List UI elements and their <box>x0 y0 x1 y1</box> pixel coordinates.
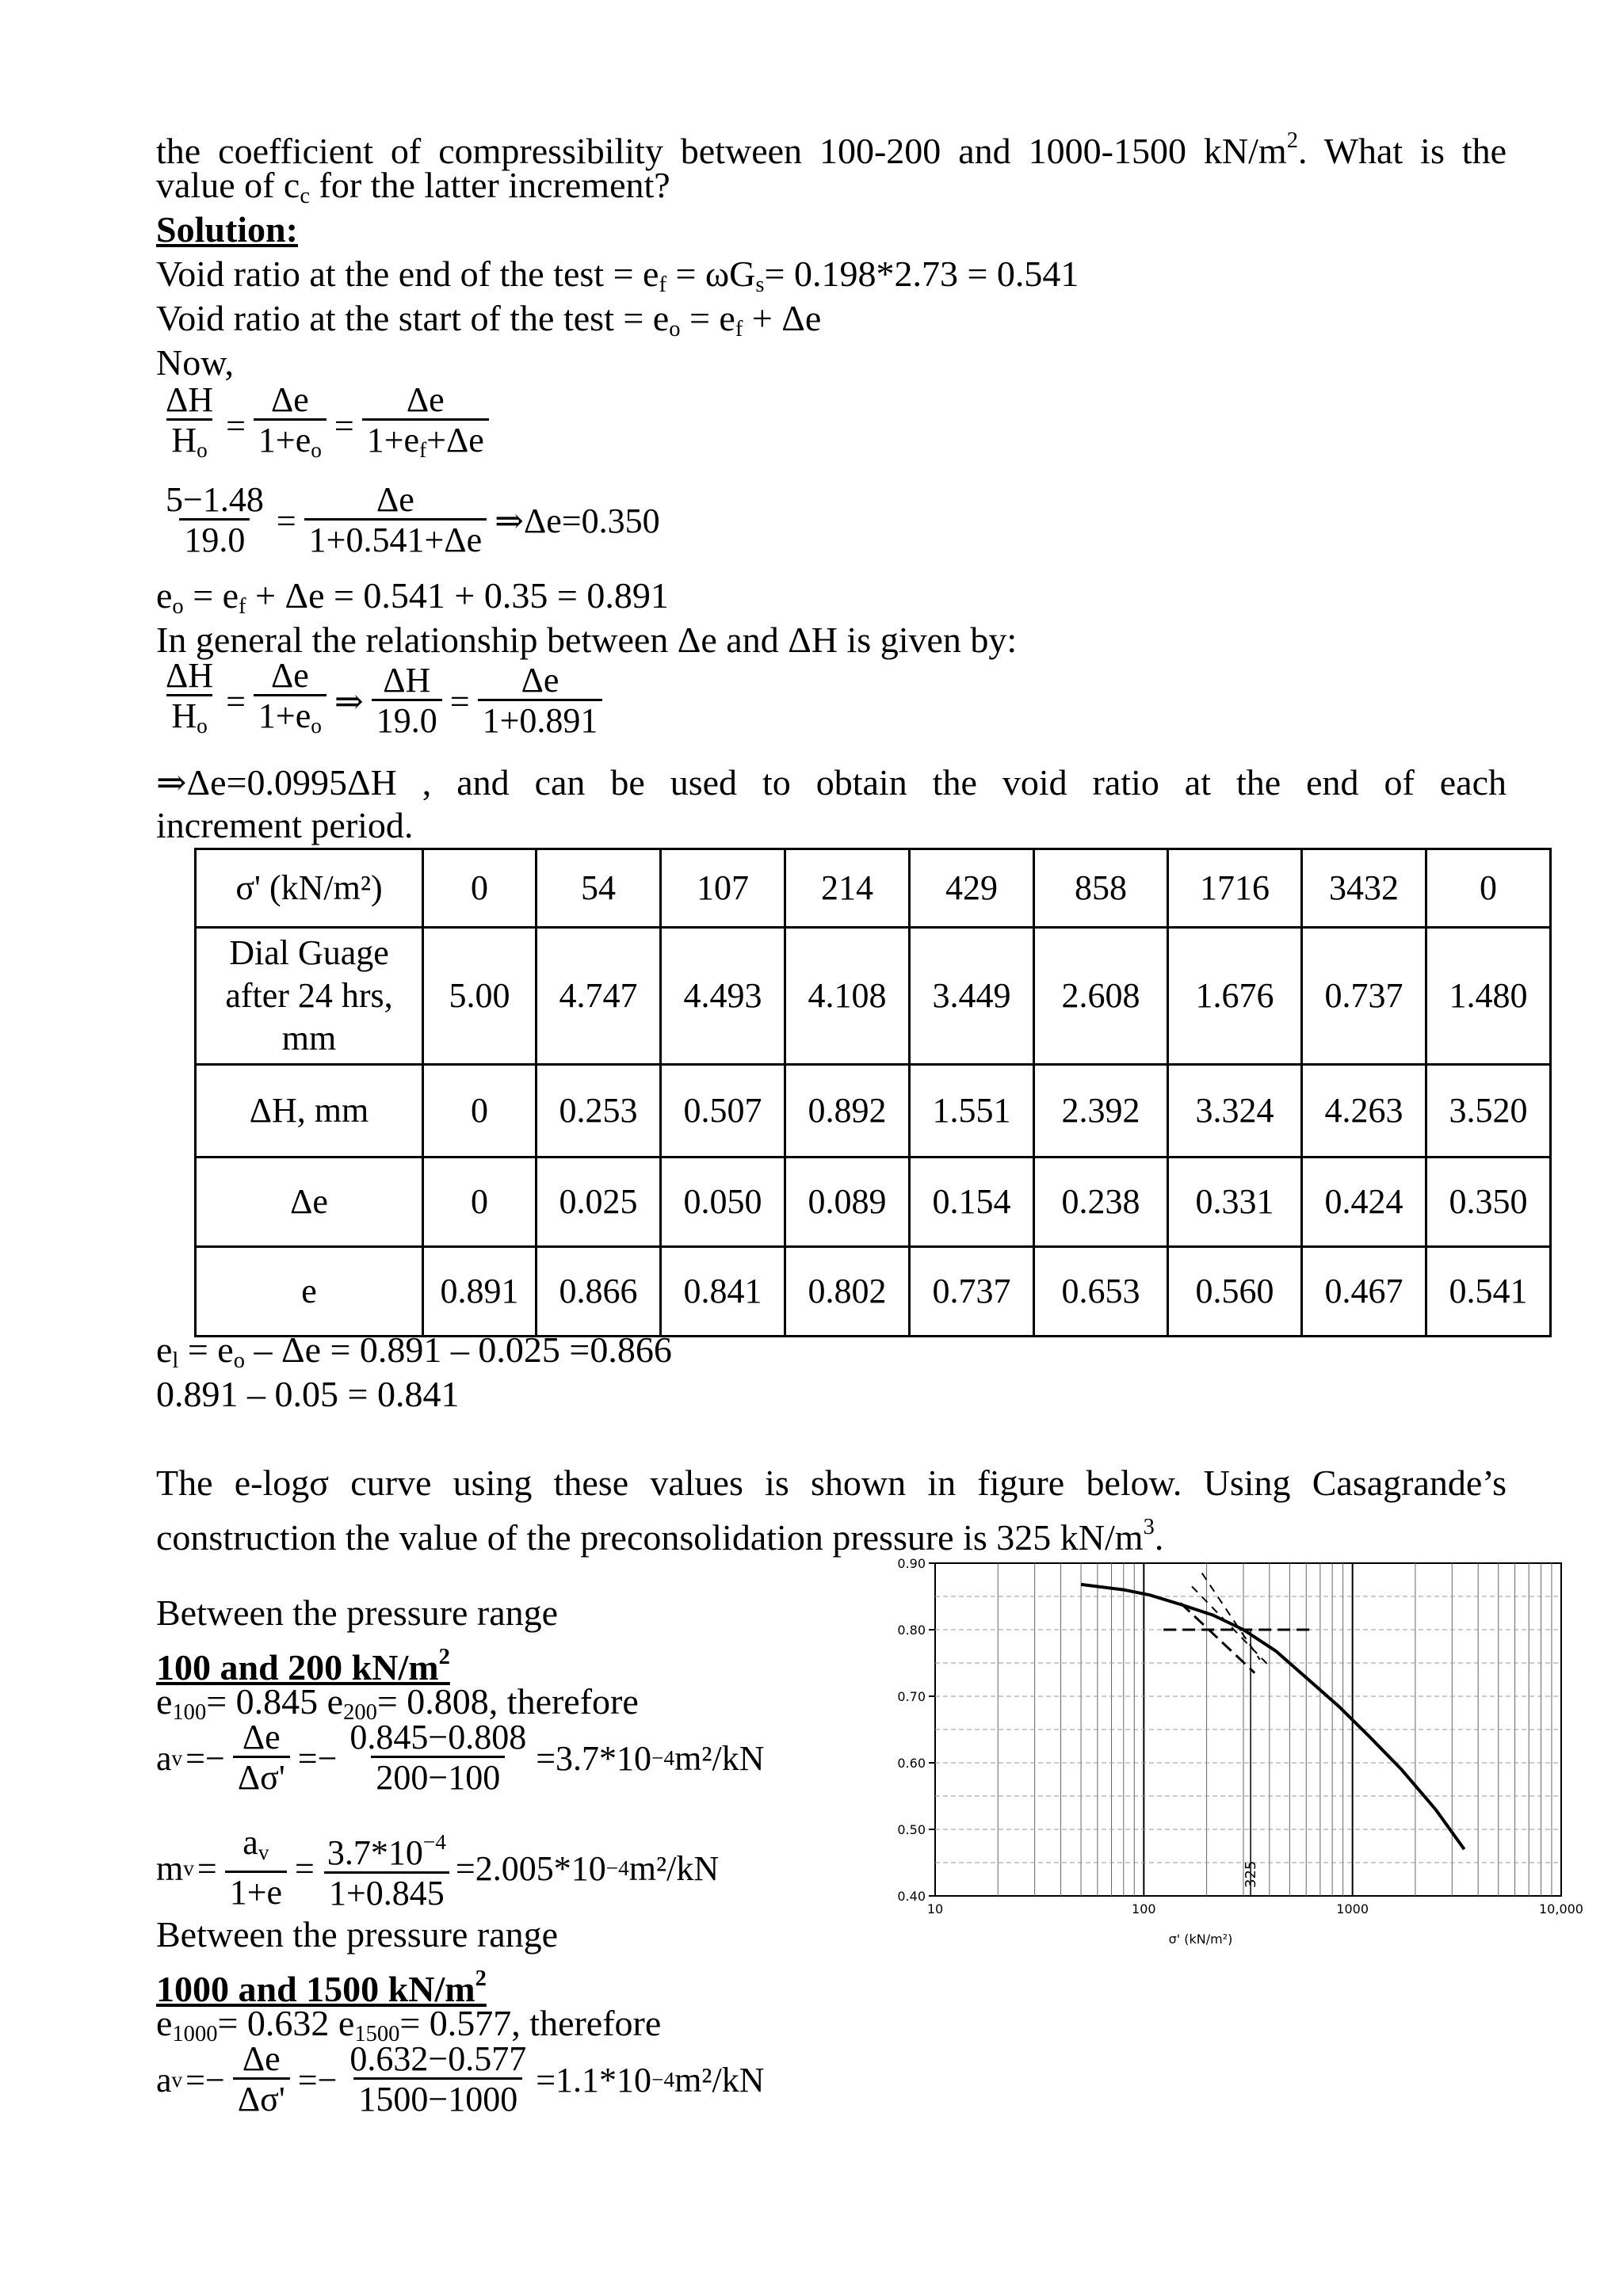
table-cell: 0.253 <box>537 1065 661 1158</box>
curve-paragraph-2: construction the value of the preconsolidation pressure is 325 $kN/m^3$. <box>156 1515 1164 1558</box>
y-tick-label: 0.50 <box>897 1822 926 1837</box>
table-row <box>196 1247 1551 1337</box>
e-log-sigma-chart <box>888 1549 1585 1969</box>
fraction: $\frac{\Delta e}{1+e_o}$ <box>254 658 327 746</box>
fraction: $\frac{\Delta H}{19.0}$ <box>372 662 442 741</box>
e1-calculation: $e_l = e_o - \Delta e = 0.891 - 0.025 =0.866$ <box>156 1329 672 1374</box>
intro-line-2: value of $c_c$ for the latter increment? <box>156 165 670 209</box>
table-row-label: Dial Guage after 24 hrs, mm <box>196 928 423 1065</box>
y-tick-label: 0.60 <box>897 1756 926 1771</box>
table-cell: 2.392 <box>1034 1065 1168 1158</box>
table-row <box>196 1065 1551 1158</box>
now-text: Now, <box>156 342 234 383</box>
table-cell: 107 <box>661 849 785 928</box>
x-tick-label: 100 <box>1132 1901 1156 1917</box>
fraction: $\frac{0.632-0.577}{1500-1000}$ <box>349 2039 527 2119</box>
table-cell: 3.449 <box>910 928 1034 1065</box>
delta-relationship: ⇒Δe=0.0995ΔH , and can be used to obtain the void ratio at the end of each <box>156 762 1507 803</box>
table-cell: 0 <box>423 1158 537 1247</box>
table-cell: 0.892 <box>785 1065 910 1158</box>
table-cell: 54 <box>537 849 661 928</box>
table-row-label: ΔH, mm <box>196 1065 423 1158</box>
table-cell: 0.050 <box>661 1158 785 1247</box>
y-tick-label: 0.40 <box>897 1889 926 1904</box>
solution-heading: Solution: <box>156 209 298 250</box>
table-cell: 0.653 <box>1034 1247 1168 1337</box>
table-cell: 0.467 <box>1302 1247 1426 1337</box>
table-cell: 1.480 <box>1426 928 1551 1065</box>
table-cell: 0.737 <box>1302 928 1426 1065</box>
av-equation-2: a v =− $\frac{\Delta e}{\Delta\sigma'}$ =− $\frac{0.632-0.577}{1500-1000}$ =1.1*10 −4 m²/kN <box>156 2039 765 2119</box>
table-cell: 0.841 <box>661 1247 785 1337</box>
table-cell: 214 <box>785 849 910 928</box>
fraction: $\frac{a_v}{1+e}$ <box>225 1825 287 1913</box>
table-cell: 0.737 <box>910 1247 1034 1337</box>
void-ratio-start: Void ratio at the start of the test = $e_o = e_f + \Delta e$ <box>156 298 822 342</box>
x-axis-label: σ' (kN/m²) <box>1168 1932 1233 1947</box>
equation-2: $\frac{5-1.48}{19.0}$ = $\frac{\Delta e}{1+0.541+\Delta e}$ ⇒Δe=0.350 <box>156 482 663 560</box>
x-tick-label: 10,000 <box>1539 1901 1583 1917</box>
table-cell: 3.520 <box>1426 1065 1551 1158</box>
table-cell: 1716 <box>1168 849 1302 928</box>
fraction: $\frac{\Delta e}{1+0.541+\Delta e}$ <box>304 482 487 560</box>
equation-1: $\frac{\Delta H}{H_o}$ = $\frac{\Delta e}{1+e_o}$ = $\frac{\Delta e}{1+e_f+\Delta e}$ <box>156 382 494 470</box>
e100-e200: $e_{100}= 0.845$ $e_{200}= 0.808$, therefore <box>156 1681 639 1726</box>
table-cell: 0.424 <box>1302 1158 1426 1247</box>
fraction: $\frac{0.845-0.808}{200-100}$ <box>349 1718 527 1797</box>
table-row <box>196 928 1551 1065</box>
table-cell: 4.747 <box>537 928 661 1065</box>
void-ratio-end: Void ratio at the end of the test = $e_f = \omega G_s= 0.198*2.73 = 0.541$ <box>156 254 1079 298</box>
table-cell: 2.608 <box>1034 928 1168 1065</box>
table-cell: 0.507 <box>661 1065 785 1158</box>
construction-bisector <box>1192 1586 1270 1666</box>
table-cell: 4.108 <box>785 928 910 1065</box>
table-cell: 0.154 <box>910 1158 1034 1247</box>
e2-calculation: 0.891 – 0.05 = 0.841 <box>156 1374 460 1414</box>
fraction: $\frac{\Delta e}{1+e_f+\Delta e}$ <box>362 382 489 470</box>
table-cell: 429 <box>910 849 1034 928</box>
curve-paragraph-1: The e-logσ curve using these values is shown in figure below. Using Casagrande’s <box>156 1463 1507 1503</box>
fraction: $\frac{\Delta e}{1+0.891}$ <box>478 662 603 741</box>
x-tick-label: 1000 <box>1336 1901 1369 1917</box>
table-cell: 0.560 <box>1168 1247 1302 1337</box>
table-cell: 4.263 <box>1302 1065 1426 1158</box>
table-cell: 1.551 <box>910 1065 1034 1158</box>
fraction: $\frac{\Delta e}{1+e_o}$ <box>254 382 327 470</box>
table-header-row <box>196 849 1551 928</box>
between-range-2: Between the pressure range <box>156 1914 559 1955</box>
x-tick-label: 10 <box>926 1901 944 1917</box>
fraction: $\frac{\Delta e}{\Delta\sigma'}$ <box>233 1719 290 1798</box>
between-range-1: Between the pressure range <box>156 1592 559 1633</box>
fraction: $\frac{\Delta e}{\Delta\sigma'}$ <box>233 2041 290 2119</box>
y-tick-label: 0.90 <box>897 1556 926 1571</box>
table-row-label: Δe <box>196 1158 423 1247</box>
increment-period: increment period. <box>156 805 414 845</box>
table-cell: 5.00 <box>423 928 537 1065</box>
table-cell: 4.493 <box>661 928 785 1065</box>
table-cell: 0.802 <box>785 1247 910 1337</box>
intro-line-1: the coefficient of compressibility between 100-200 and 1000-1500 $kN/m^2$. What is the <box>156 128 1507 171</box>
table-cell: 0.089 <box>785 1158 910 1247</box>
mv-equation-1: m v = $\frac{a_v}{1+e}$ = $\frac{3.7*10^{-4}}{1+0.845}$ =2.005*10 −4 m²/kN <box>156 1823 720 1913</box>
consolidation-table <box>194 848 1552 1337</box>
fraction: $\frac{\Delta H}{H_o}$ <box>161 382 218 470</box>
y-tick-label: 0.80 <box>897 1623 926 1638</box>
preconsolidation-label: 325 <box>1243 1860 1260 1888</box>
av-equation-1: a v =− $\frac{\Delta e}{\Delta\sigma'}$ =− $\frac{0.845-0.808}{200-100}$ =3.7*10 −4 m²/kN <box>156 1718 765 1797</box>
table-row <box>196 1158 1551 1247</box>
table-cell: 1.676 <box>1168 928 1302 1065</box>
table-cell: 0.866 <box>537 1247 661 1337</box>
table-cell: 858 <box>1034 849 1168 928</box>
table-cell: 0 <box>423 1065 537 1158</box>
range-1-heading: 100 and 200 $kN/m^2$ <box>156 1645 450 1688</box>
fraction: $\frac{\Delta H}{H_o}$ <box>161 658 218 746</box>
table-cell: 0 <box>423 849 537 928</box>
e1000-e1500: $e_{1000}= 0.632$ $e_{1500}= 0.577$, therefore <box>156 2003 662 2047</box>
table-cell: 0 <box>1426 849 1551 928</box>
table-cell: 0.238 <box>1034 1158 1168 1247</box>
eo-calculation: $e_o = e_f + \Delta e = 0.541 + 0.35 = 0.891$ <box>156 575 669 620</box>
table-cell: 3.324 <box>1168 1065 1302 1158</box>
table-row-label: e <box>196 1247 423 1337</box>
table-cell: 0.331 <box>1168 1158 1302 1247</box>
table-cell: 3432 <box>1302 849 1426 928</box>
e-log-sigma-curve <box>1081 1585 1465 1849</box>
fraction: $\frac{3.7*10^{-4}}{1+0.845}$ <box>323 1824 451 1913</box>
range-2-heading: 1000 and 1500 $kN/m^2$ <box>156 1966 487 2009</box>
general-relationship: In general the relationship between Δe and ΔH is given by: <box>156 620 1018 660</box>
table-cell: 0.541 <box>1426 1247 1551 1337</box>
table-cell: 0.891 <box>423 1247 537 1337</box>
table-cell: 0.025 <box>537 1158 661 1247</box>
equation-3: $\frac{\Delta H}{H_o}$ = $\frac{\Delta e}{1+e_o}$ ⇒ $\frac{\Delta H}{19.0}$ = $\frac{\Delta e}{1+0.891}$ <box>156 658 607 746</box>
table-cell: 0.350 <box>1426 1158 1551 1247</box>
table-header-label: σ' (kN/m²) <box>196 849 423 928</box>
y-tick-label: 0.70 <box>897 1689 926 1704</box>
fraction: $\frac{5-1.48}{19.0}$ <box>166 480 264 559</box>
